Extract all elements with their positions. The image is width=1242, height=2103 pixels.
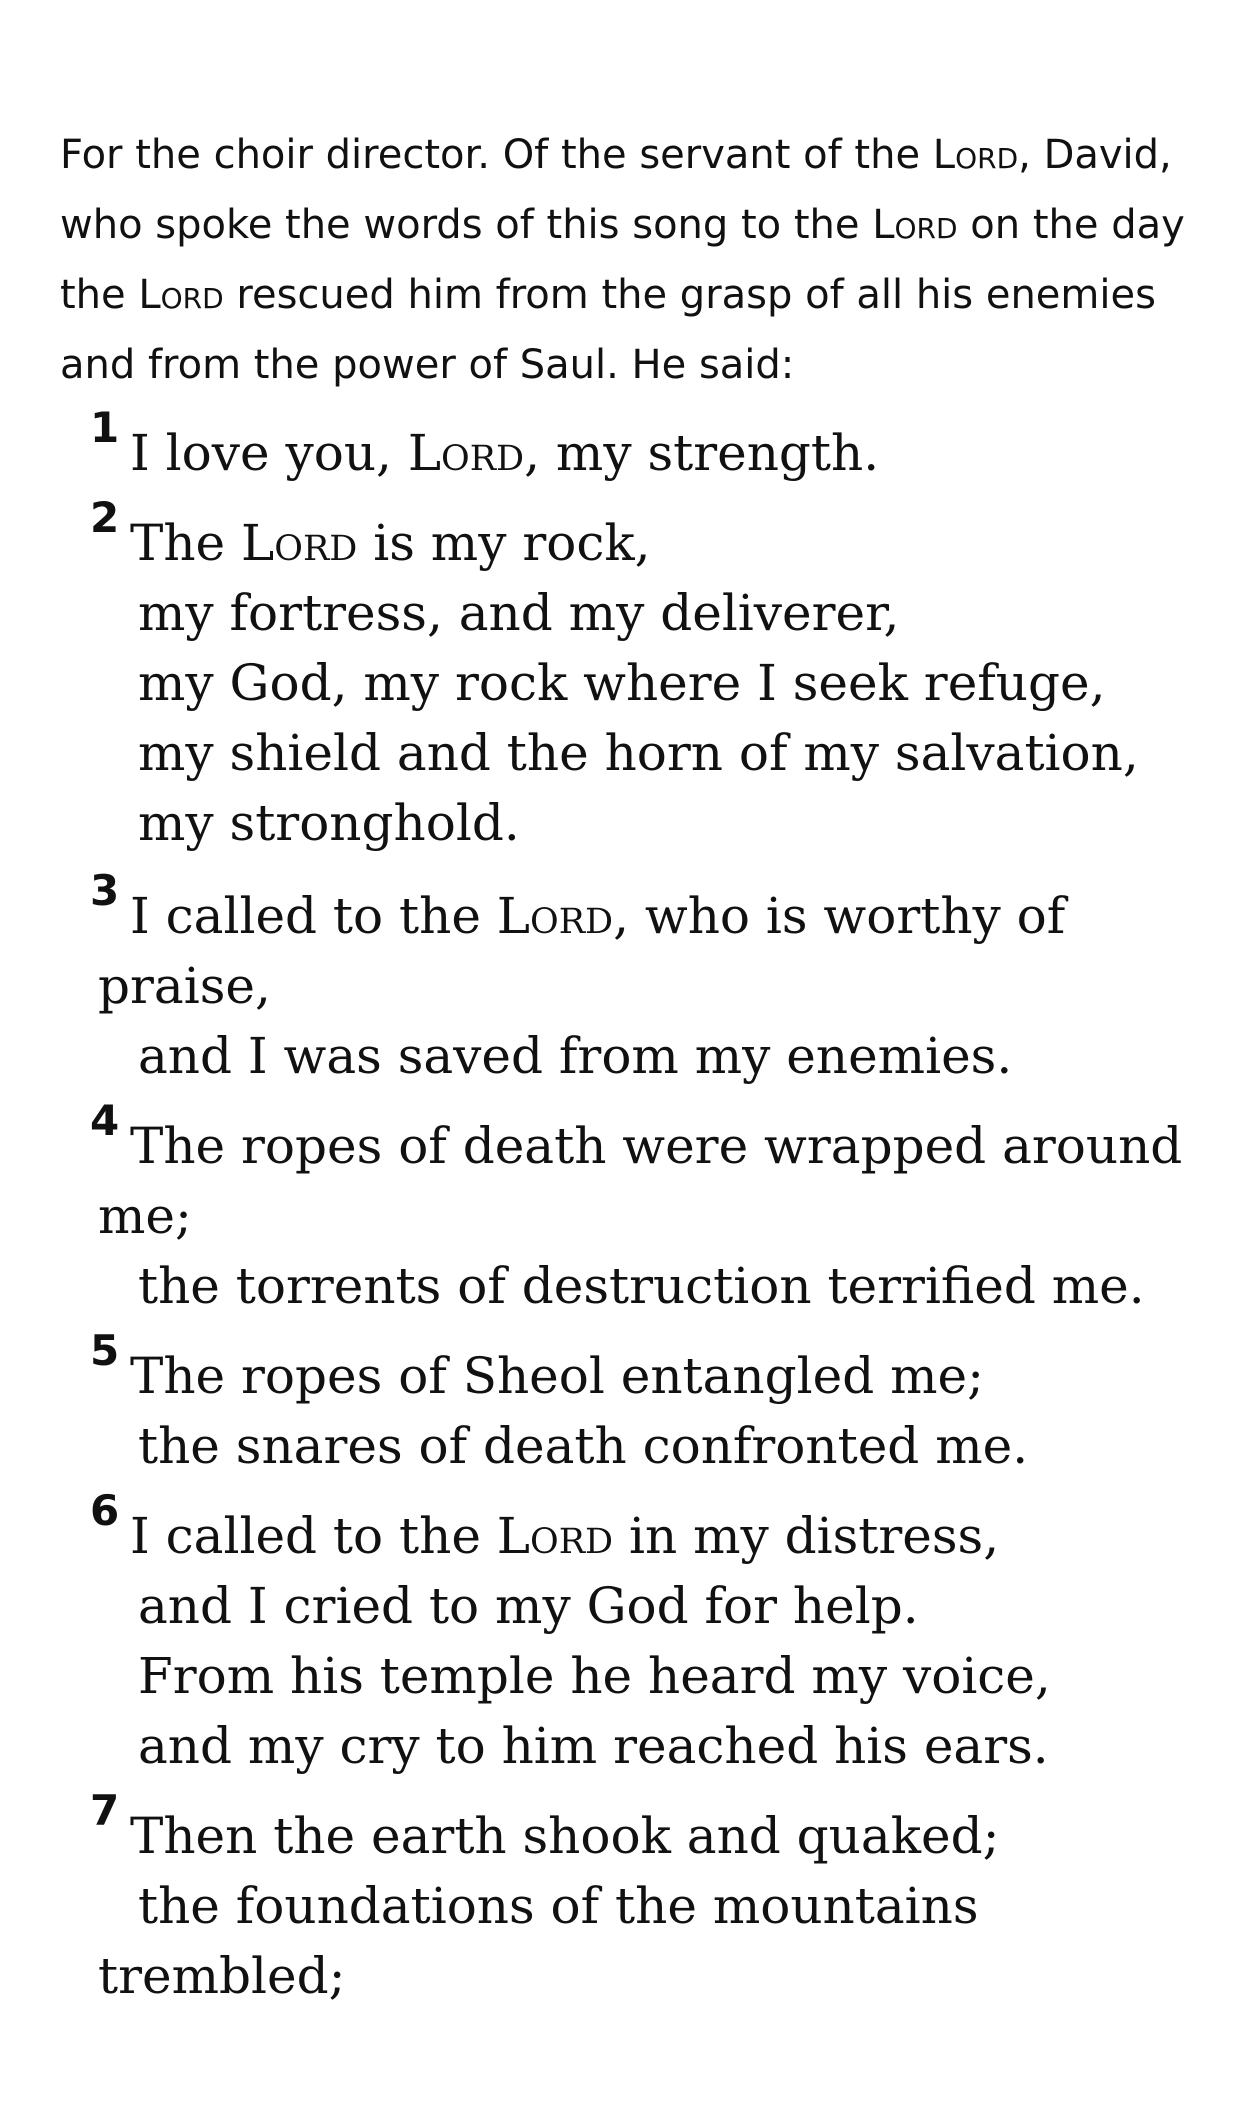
lord-small-caps: Lord [138,272,224,318]
verse-line: and my cry to him reached his ears. [138,1717,1049,1775]
verse-line: praise, [98,957,271,1015]
lord-small-caps: Lord [496,1507,614,1565]
lord-small-caps: Lord [407,424,525,482]
verse-number: 7 [90,1786,120,1835]
verse-line: my stronghold. [138,794,520,852]
verse-number: 3 [90,866,120,915]
verse-line: me; [98,1187,192,1245]
lord-small-caps: Lord [932,132,1019,178]
superscription-text: , David, who spoke the words of this song to the [60,132,1172,248]
psalm-superscription [60,120,1190,400]
superscription-text: For the choir director. Of the servant of the [60,132,933,178]
verse-line: my shield and the horn of my salvation, [138,724,1139,782]
verse-line: trembled; [98,1947,346,2005]
verse-line: and I was saved from my enemies. [138,1027,1013,1085]
verse-line: Then the earth shook and quaked; [130,1807,1000,1865]
verse-line: the foundations of the mountains [138,1877,979,1935]
lord-small-caps: Lord [872,202,958,248]
verse-line: From his temple he heard my voice, [138,1647,1051,1705]
lord-small-caps: Lord [241,514,358,572]
verse-number: 6 [90,1486,120,1535]
superscription-text: rescued him from the grasp of all his enemies and from the power of Saul. He said: [60,272,1156,388]
verse-number: 4 [90,1096,120,1145]
verse-line: the torrents of destruction terrified me. [138,1257,1145,1315]
verse-line: I called to the Lord, who is worthy of [130,887,1066,945]
verse-line: The ropes of Sheol entangled me; [130,1347,984,1405]
verse-number: 1 [90,403,120,452]
verse-number: 2 [90,493,120,542]
verse-line: and I cried to my God for help. [138,1577,919,1635]
verse-line: my fortress, and my deliverer, [138,584,900,642]
verse-line: the snares of death confronted me. [138,1417,1029,1475]
verse-line: I called to the Lord in my distress, [130,1507,1000,1565]
lord-small-caps: Lord [496,887,614,945]
verse-line: my God, my rock where I seek refuge, [138,654,1106,712]
verse-line: I love you, Lord, my strength. [130,424,880,482]
superscription-text: on the day the [60,202,1185,318]
verse-line: The Lord is my rock, [130,514,651,572]
verse-number: 5 [90,1326,120,1375]
verse-line: The ropes of death were wrapped around [130,1117,1183,1175]
